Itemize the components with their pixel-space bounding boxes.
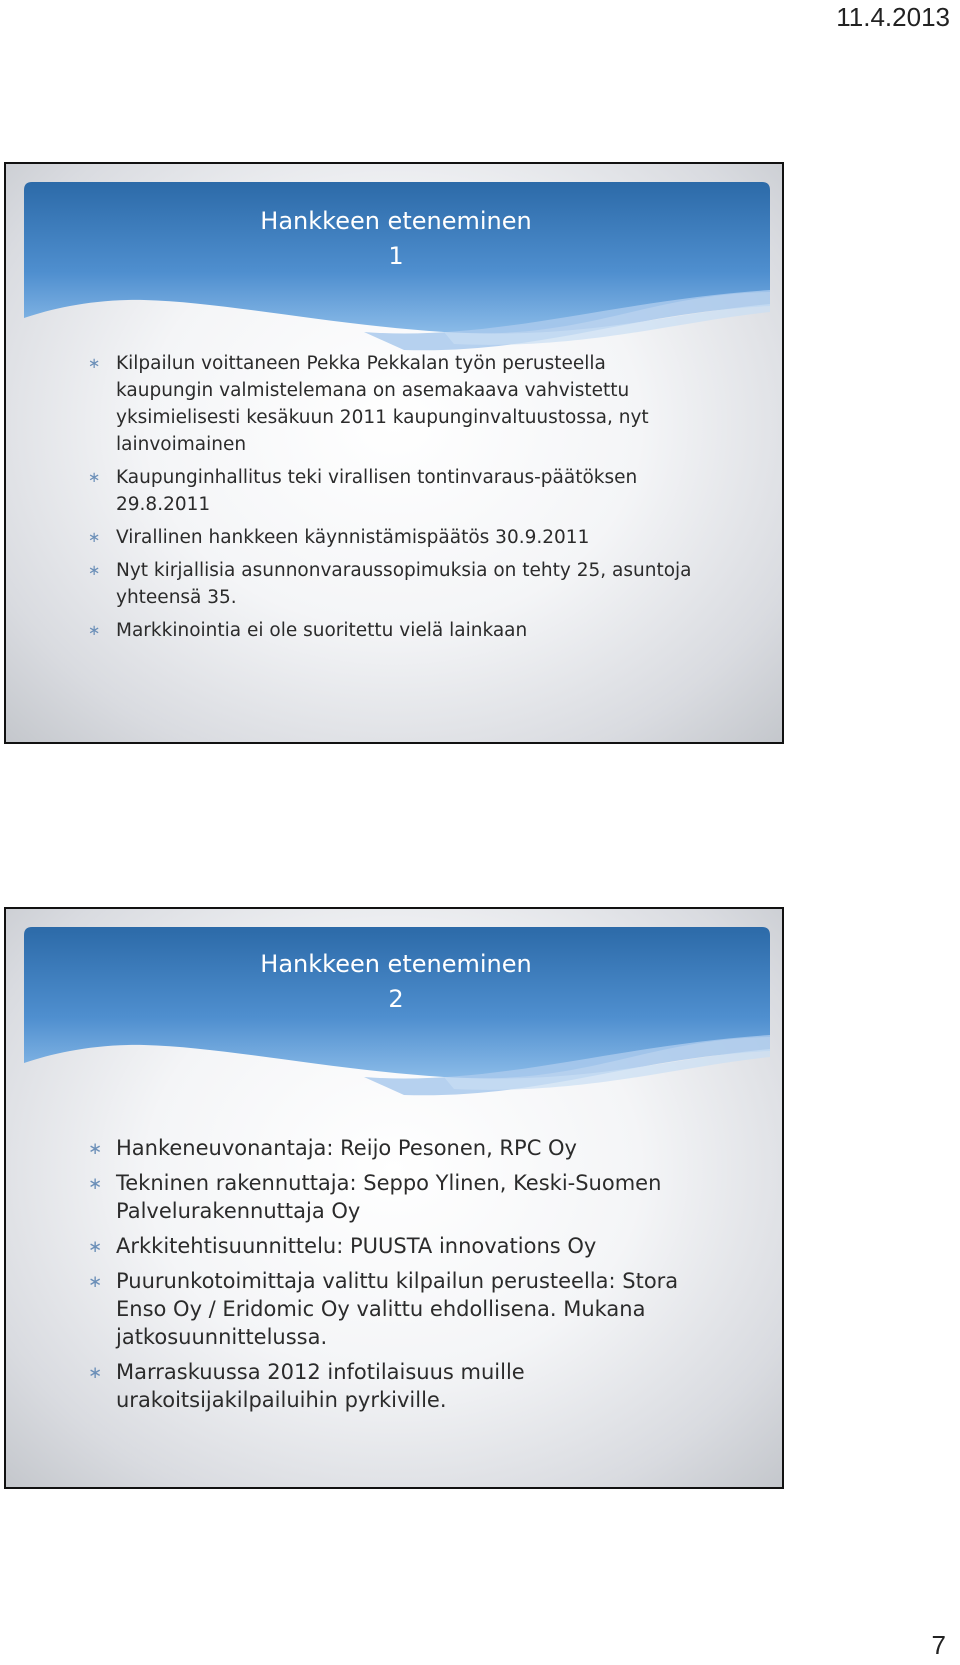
slide-title xyxy=(6,204,784,274)
slide-title-number: 1 xyxy=(388,241,404,270)
list-item xyxy=(88,1358,708,1414)
bullet-star-icon: ∗ xyxy=(88,1236,103,1256)
list-item xyxy=(88,524,708,551)
bullet-text: Marraskuussa 2012 infotilaisuus muille urakoitsijakilpailuihin pyrkiville. xyxy=(116,1360,525,1412)
bullet-list xyxy=(88,350,708,650)
bullet-text: Tekninen rakennuttaja: Seppo Ylinen, Keski-Suomen Palvelurakennuttaja Oy xyxy=(116,1171,662,1223)
slide-title-line1: Hankkeen eteneminen xyxy=(260,207,532,235)
page-number: 7 xyxy=(931,1630,946,1660)
list-item xyxy=(88,1169,708,1225)
list-item xyxy=(88,350,708,458)
bullet-star-icon: ∗ xyxy=(88,562,101,579)
bullet-star-icon: ∗ xyxy=(88,469,101,486)
list-item xyxy=(88,557,708,611)
list-item xyxy=(88,617,708,644)
list-item xyxy=(88,1134,708,1162)
list-item xyxy=(88,1267,708,1351)
header-date: 11.4.2013 xyxy=(836,2,950,32)
slide-2 xyxy=(4,907,784,1489)
bullet-text: Nyt kirjallisia asunnonvaraussopimuksia on tehty 25, asuntoja yhteensä 35. xyxy=(116,560,692,608)
bullet-text: Arkkitehtisuunnittelu: PUUSTA innovations Oy xyxy=(116,1234,597,1258)
bullet-text: Kaupunginhallitus teki virallisen tontinvaraus-päätöksen 29.8.2011 xyxy=(116,467,638,515)
bullet-text: Markkinointia ei ole suoritettu vielä lainkaan xyxy=(116,620,528,641)
bullet-star-icon: ∗ xyxy=(88,355,101,372)
bullet-star-icon: ∗ xyxy=(88,529,101,546)
bullet-list xyxy=(88,1134,708,1421)
bullet-star-icon: ∗ xyxy=(88,1173,103,1193)
bullet-star-icon: ∗ xyxy=(88,1138,103,1158)
bullet-text: Kilpailun voittaneen Pekka Pekkalan työn perusteella kaupungin valmistelemana on asemakaava vahvistettu yksimielisesti kesäkuun 2011 kaupunginvaltuustossa, nyt lainvoimainen xyxy=(116,353,649,455)
list-item xyxy=(88,1232,708,1260)
slide-title-number: 2 xyxy=(388,984,404,1013)
list-item xyxy=(88,464,708,518)
bullet-text: Hankeneuvonantaja: Reijo Pesonen, RPC Oy xyxy=(116,1136,577,1160)
slide-title-line1: Hankkeen eteneminen xyxy=(260,950,532,978)
slide-title xyxy=(6,947,784,1017)
bullet-star-icon: ∗ xyxy=(88,1362,103,1382)
bullet-text: Puurunkotoimittaja valittu kilpailun perusteella: Stora Enso Oy / Eridomic Oy valittu ehdollisena. Mukana jatkosuunnittelussa. xyxy=(116,1269,679,1349)
bullet-star-icon: ∗ xyxy=(88,1271,103,1291)
bullet-star-icon: ∗ xyxy=(88,622,101,639)
slide-1 xyxy=(4,162,784,744)
bullet-text: Virallinen hankkeen käynnistämispäätös 30.9.2011 xyxy=(116,527,590,548)
